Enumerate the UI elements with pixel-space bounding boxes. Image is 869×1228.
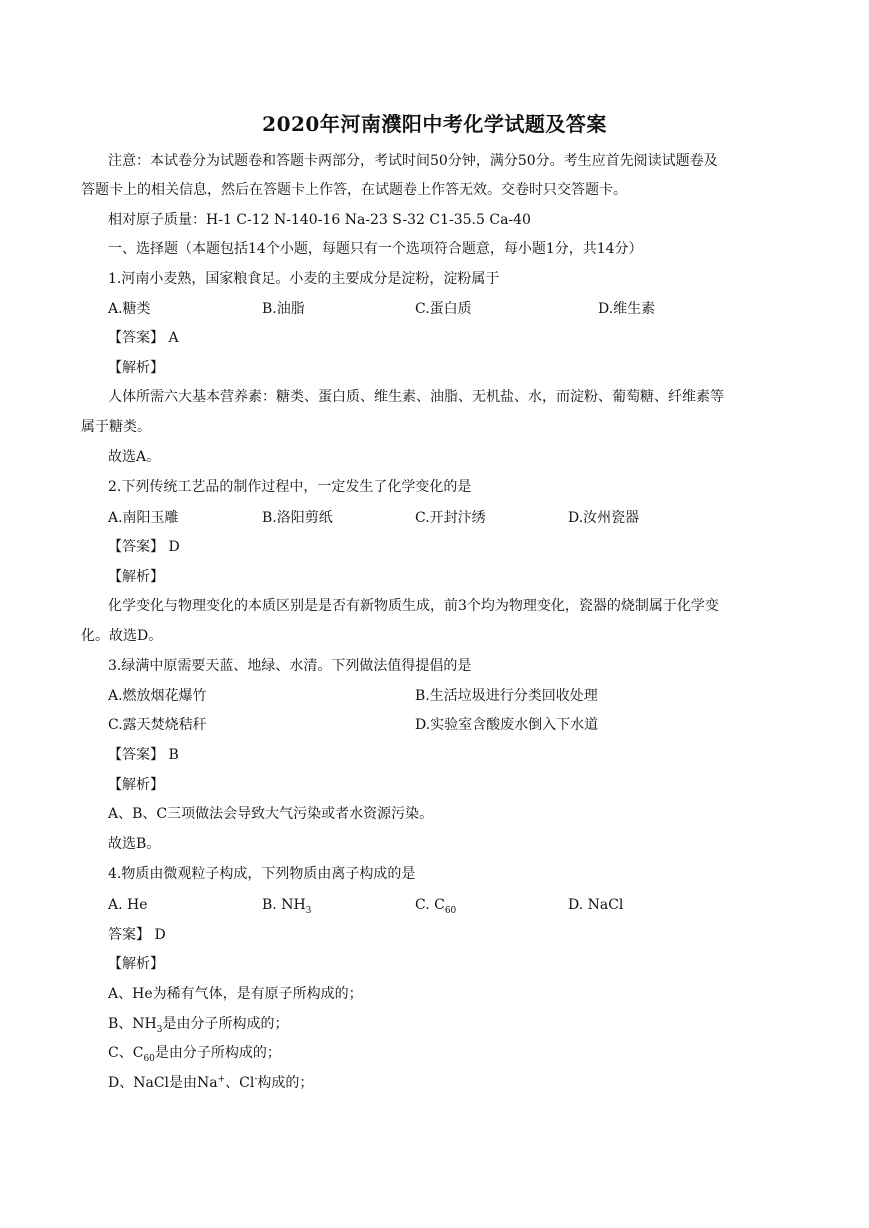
q1-stem: 1.河南小麦熟，国家粮食足。小麦的主要成分是淀粉，淀粉属于 bbox=[108, 271, 500, 287]
q1-answer: 【答案】 A bbox=[108, 330, 179, 346]
q4-stem: 4.物质由微观粒子构成，下列物质由离子构成的是 bbox=[108, 866, 416, 882]
q4-analysis-d-mid: 、Cl bbox=[225, 1075, 255, 1091]
q3-option-a: A.燃放烟花爆竹 bbox=[108, 688, 207, 704]
q2-option-a: A.南阳玉雕 bbox=[108, 510, 179, 526]
q4-analysis-b-post: 是由分子所构成的； bbox=[162, 1016, 289, 1032]
q3-answer: 【答案】 B bbox=[108, 747, 179, 763]
q4-analysis-d-sup-minus: - bbox=[254, 1074, 258, 1085]
q4-analysis-c-subscript: 60 bbox=[143, 1053, 155, 1064]
q2-stem: 2.下列传统工艺品的制作过程中，一定发生了化学变化的是 bbox=[108, 479, 472, 495]
q4-analysis-d-post: 构成的； bbox=[257, 1075, 314, 1091]
q2-answer: 【答案】 D bbox=[108, 539, 180, 555]
q1-analysis-label: 【解析】 bbox=[108, 360, 164, 376]
q4-option-c bbox=[415, 895, 456, 915]
q3-option-c: C.露天焚烧秸秆 bbox=[108, 717, 207, 733]
q1-analysis-line-1: 人体所需六大基本营养素：糖类、蛋白质、维生素、油脂、无机盐、水，而淀粉、葡萄糖、纤维素等 bbox=[108, 389, 724, 405]
q4-option-d: D. NaCl bbox=[568, 897, 624, 913]
q2-option-d: D.汝州瓷器 bbox=[568, 510, 640, 526]
notice-line-1: 注意：本试卷分为试题卷和答题卡两部分，考试时间50分钟，满分50分。考生应首先阅读试题卷及 bbox=[108, 153, 718, 169]
q3-conclusion: 故选B。 bbox=[108, 836, 161, 852]
q4-analysis-c bbox=[108, 1043, 281, 1063]
q2-analysis-line-2: 化。故选D。 bbox=[81, 628, 163, 644]
q4-analysis-c-post: 是由分子所构成的； bbox=[154, 1045, 281, 1061]
q3-analysis-label: 【解析】 bbox=[108, 777, 164, 793]
document-title: 2020年河南濮阳中考化学试题及答案 bbox=[262, 112, 607, 136]
q4-option-b-text: B. NH bbox=[262, 897, 306, 913]
q3-option-d: D.实验室含酸废水倒入下水道 bbox=[415, 717, 599, 733]
q2-analysis-label: 【解析】 bbox=[108, 569, 164, 585]
q4-analysis-b-pre: B、NH bbox=[108, 1016, 157, 1032]
q4-analysis-d-pre: D、NaCl是由Na bbox=[108, 1075, 218, 1091]
q2-option-b: B.洛阳剪纸 bbox=[262, 510, 333, 526]
q4-option-c-subscript: 60 bbox=[444, 905, 457, 916]
q1-option-a: A.糖类 bbox=[108, 301, 151, 317]
q1-analysis-line-2: 属于糖类。 bbox=[81, 419, 151, 435]
q1-conclusion: 故选A。 bbox=[108, 449, 161, 465]
q3-option-b: B.生活垃圾进行分类回收处理 bbox=[415, 688, 598, 704]
q4-option-b-subscript: 3 bbox=[305, 905, 312, 916]
q4-option-a: A. He bbox=[108, 897, 148, 913]
q4-analysis-b-subscript: 3 bbox=[156, 1024, 163, 1035]
q4-analysis-d-sup-plus: + bbox=[217, 1074, 226, 1085]
q4-analysis-d bbox=[108, 1073, 313, 1093]
section-heading: 一、选择题（本题包括14个小题，每题只有一个选项符合题意，每小题1分，共14分） bbox=[108, 241, 643, 257]
notice-line-2: 答题卡上的相关信息，然后在答题卡上作答，在试题卷上作答无效。交卷时只交答题卡。 bbox=[81, 182, 627, 198]
q3-analysis-line-1: A、B、C三项做法会导致大气污染或者水资源污染。 bbox=[108, 806, 434, 822]
q4-analysis-c-pre: C、C bbox=[108, 1045, 144, 1061]
q4-answer: 答案】 D bbox=[108, 927, 166, 943]
q2-analysis-line-1: 化学变化与物理变化的本质区别是是否有新物质生成，前3个均为物理变化，瓷器的烧制属于化学变 bbox=[108, 598, 719, 614]
q1-option-b: B.油脂 bbox=[262, 301, 305, 317]
atomic-mass-line: 相对原子质量：H-1 C-12 N-140-16 Na-23 S-32 C1-35.5 Ca-40 bbox=[108, 212, 531, 228]
q3-stem: 3.绿满中原需要天蓝、地绿、水清。下列做法值得提倡的是 bbox=[108, 658, 472, 674]
q1-option-c: C.蛋白质 bbox=[415, 301, 472, 317]
q4-analysis-a: A、He为稀有气体，是有原子所构成的； bbox=[108, 986, 363, 1002]
q4-analysis-label: 【解析】 bbox=[108, 956, 164, 972]
q4-option-b bbox=[262, 895, 311, 915]
q4-option-c-text: C. C bbox=[415, 897, 445, 913]
q1-option-d: D.维生素 bbox=[598, 301, 656, 317]
q2-option-c: C.开封汴绣 bbox=[415, 510, 486, 526]
q4-analysis-b bbox=[108, 1014, 288, 1034]
